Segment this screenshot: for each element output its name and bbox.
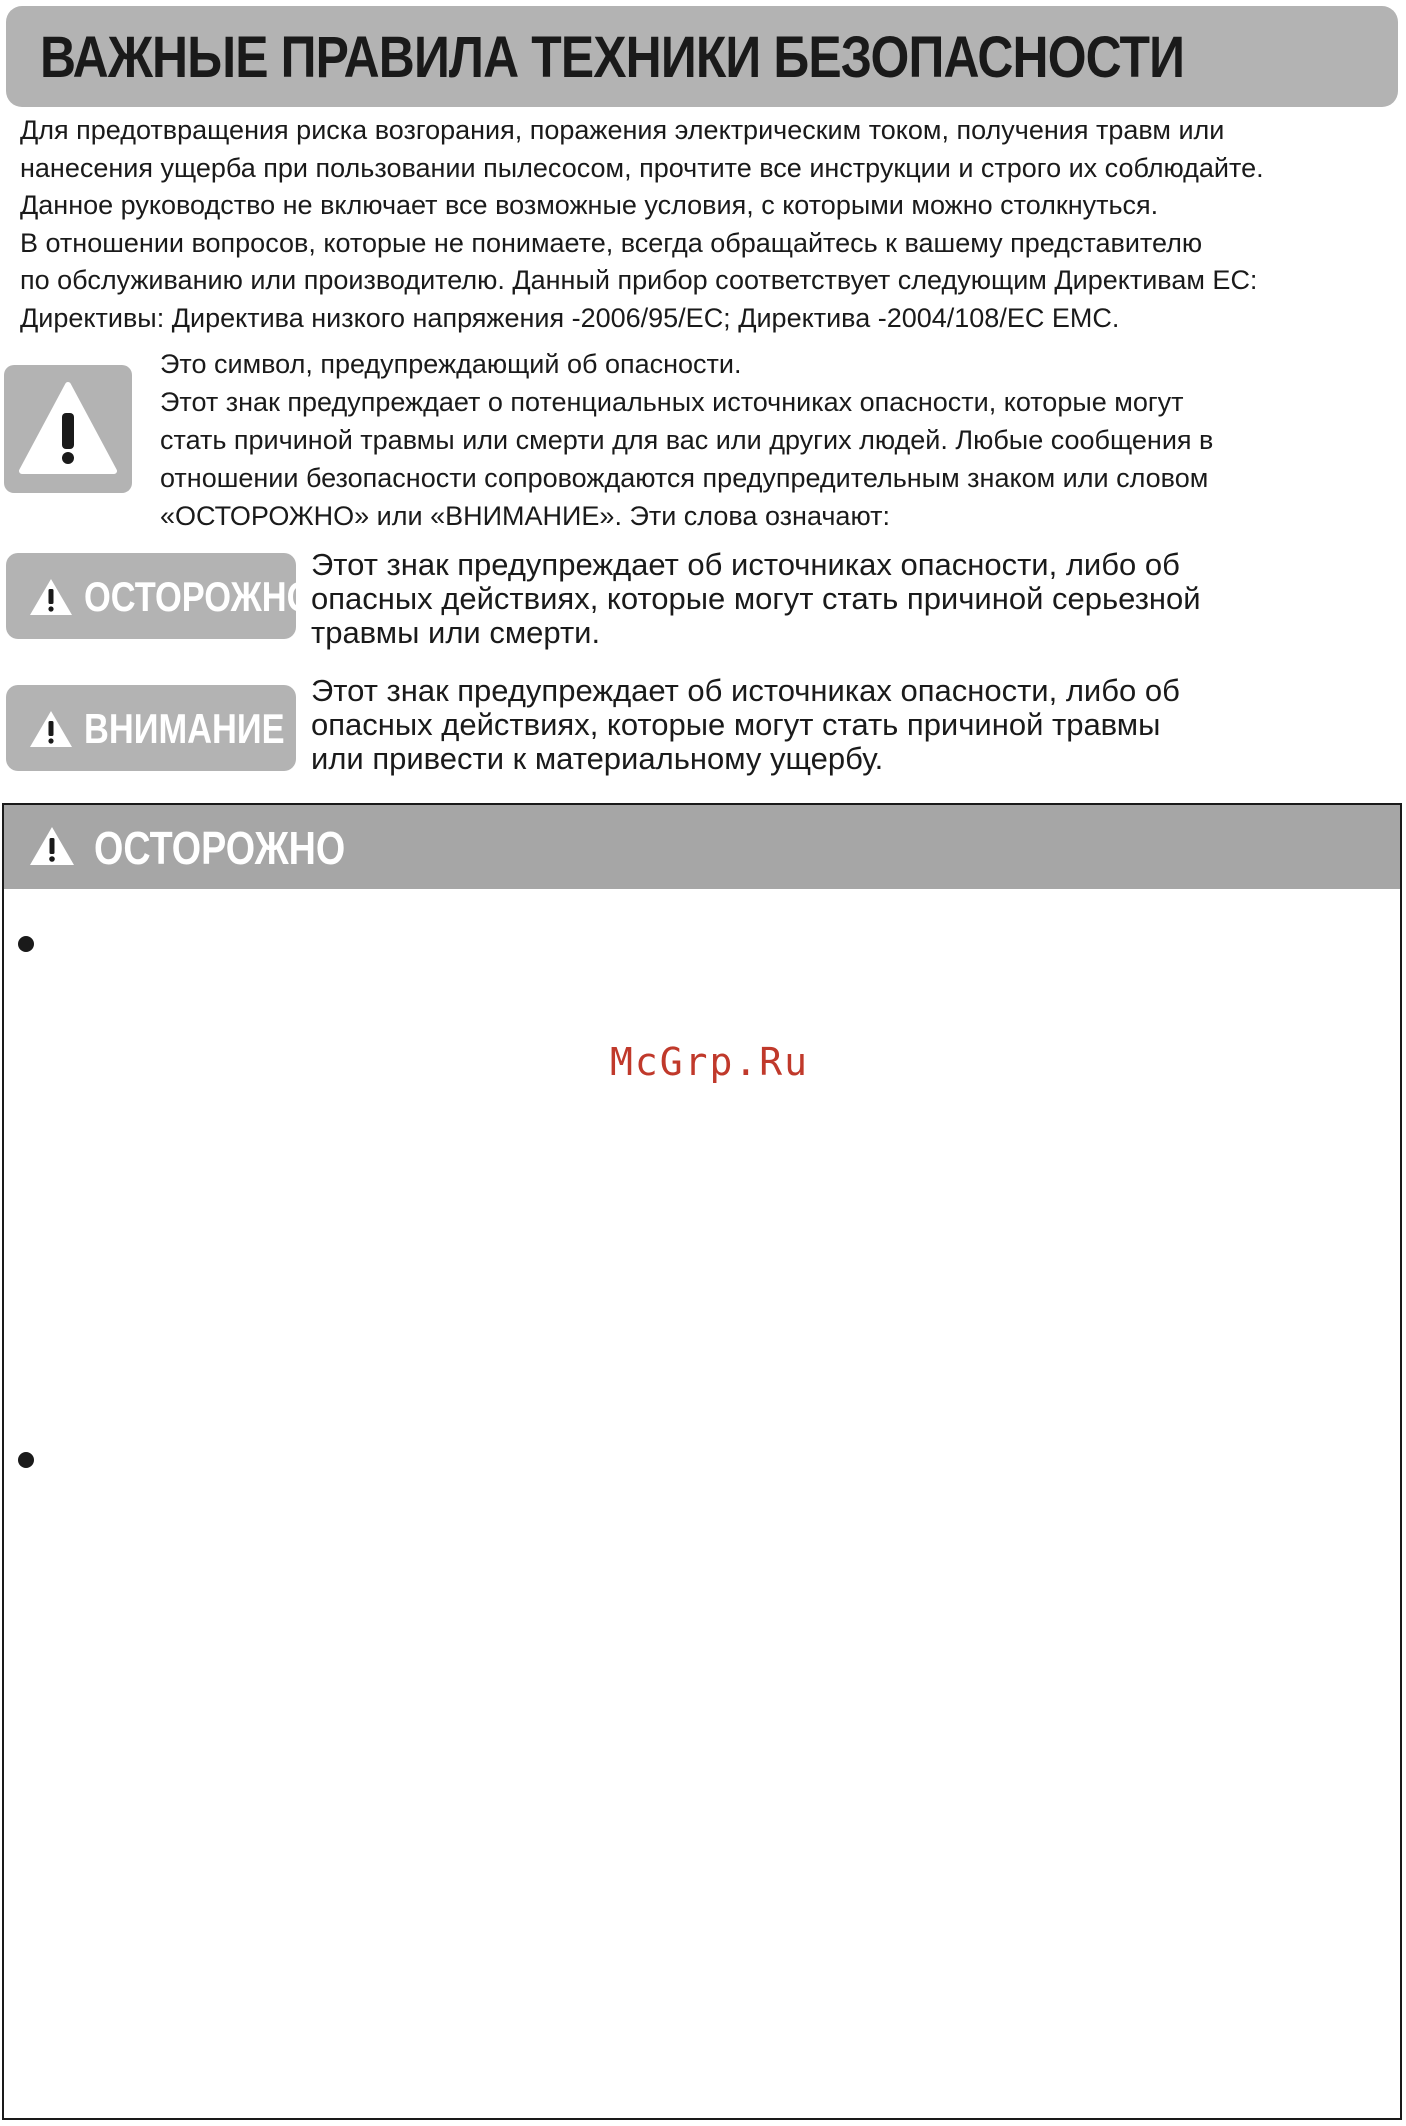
warning-description xyxy=(311,548,1391,650)
warning-section xyxy=(2,803,1402,2120)
page-title: ВАЖНЫЕ ПРАВИЛА ТЕХНИКИ БЕЗОПАСНОСТИ xyxy=(40,25,1185,90)
section-header-label: ОСТОРОЖНО xyxy=(94,822,346,874)
bullet-point xyxy=(18,1452,34,1468)
intro-line: Для предотвращения риска возгорания, поражения электрическим током, получения травм или xyxy=(20,115,1225,145)
warning-line: травмы или смерти. xyxy=(311,615,601,650)
warning-triangle-icon xyxy=(28,825,76,867)
intro-line: Директивы: Директива низкого напряжения -2006/95/EC; Директива -2004/108/EC EMC. xyxy=(20,302,1120,333)
caution-line: Этот знак предупреждает об источниках опасности, либо об xyxy=(311,673,1180,708)
symbol-line: Это символ, предупреждающий об опасности. xyxy=(160,349,742,379)
symbol-line: отношении безопасности сопровождаются предупредительным знаком или словом xyxy=(160,463,1209,493)
warning-line: Этот знак предупреждает об источниках опасности, либо об xyxy=(311,547,1180,582)
intro-line: Данное руководство не включает все возможные условия, с которыми можно столкнуться. xyxy=(20,190,1159,220)
section-header xyxy=(4,805,1400,889)
caution-badge-label: ВНИМАНИЕ xyxy=(84,705,285,752)
bullet-point xyxy=(18,936,34,952)
warning-badge xyxy=(6,553,314,639)
warning-triangle-icon xyxy=(28,577,74,617)
intro-paragraph xyxy=(20,112,1400,337)
warning-symbol-box xyxy=(4,365,132,493)
intro-line: В отношении вопросов, которые не понимаете, всегда обращайтесь к вашему представителю xyxy=(20,227,1203,258)
intro-line: по обслуживанию или производителю. Данный прибор соответствует следующим Директивам ЕС: xyxy=(20,265,1258,295)
warning-badge-label: ОСТОРОЖНО xyxy=(84,573,314,620)
intro-line: нанесения ущерба при пользовании пылесосом, прочтите все инструкции и строго их соблюдайте. xyxy=(20,152,1264,183)
warning-line: опасных действиях, которые могут стать причиной серьезной xyxy=(311,581,1201,616)
symbol-line: «ОСТОРОЖНО» или «ВНИМАНИЕ». Эти слова означают: xyxy=(160,501,890,531)
caution-description xyxy=(311,674,1391,776)
caution-line: опасных действиях, которые могут стать причиной травмы xyxy=(311,707,1161,742)
title-bar xyxy=(6,6,1398,107)
symbol-explanation xyxy=(160,345,1390,535)
warning-triangle-icon xyxy=(14,375,122,483)
caution-badge xyxy=(6,685,296,771)
caution-line: или привести к материальному ущербу. xyxy=(311,741,884,776)
symbol-line: Этот знак предупреждает о потенциальных источниках опасности, которые могут xyxy=(160,387,1184,417)
warning-triangle-icon xyxy=(28,709,74,749)
watermark: McGrp.Ru xyxy=(610,1040,810,1084)
symbol-line: стать причиной травмы или смерти для вас или других людей. Любые сообщения в xyxy=(160,425,1214,455)
